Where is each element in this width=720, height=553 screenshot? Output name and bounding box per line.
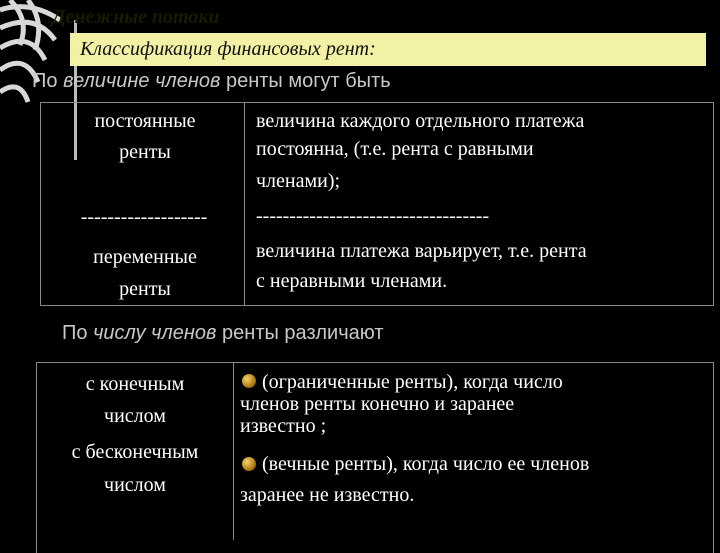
table2-left-3: с бесконечным	[71, 441, 199, 463]
table2-item2-line1: (вечные ренты), когда число ее членов	[262, 453, 590, 475]
table1-right-3: членами);	[256, 170, 341, 192]
bullet-icon	[242, 457, 256, 471]
table2-item2-line2: заранее не известно.	[240, 484, 415, 506]
table1-left-bot-1: переменные	[93, 246, 197, 268]
table2-left-4: числом	[104, 474, 166, 496]
table2-item1-line3: известно ;	[240, 415, 327, 437]
table1-right-2: постоянна, (т.е. рента с равными	[256, 138, 534, 160]
subtitle-band	[70, 33, 706, 66]
table1-left-separator: -------------------	[80, 206, 208, 228]
table2-item1-line2: членов ренты конечно и заранее	[240, 393, 515, 415]
table1-left-top-2: ренты	[119, 141, 171, 163]
table2-item1-line1: (ограниченные ренты), когда число	[262, 371, 563, 393]
section1-lead-rest: ренты могут быть	[220, 70, 391, 92]
bullet-icon	[242, 374, 256, 388]
section2-lead-italic: числу членов	[93, 322, 217, 344]
section1-lead	[32, 70, 391, 93]
table1-left-bot-2: ренты	[119, 278, 171, 300]
table2-divider	[233, 362, 234, 540]
table2-left-1: с конечным	[85, 373, 185, 395]
table1-right-1: величина каждого отдельного платежа	[256, 110, 585, 132]
section1-lead-plain: По	[32, 70, 64, 92]
section2-lead-plain: По	[62, 322, 94, 344]
table2-left-2: числом	[104, 405, 166, 427]
slide-header-title: Денежные потоки	[52, 6, 220, 28]
table1-right-5: с неравными членами.	[256, 270, 448, 292]
section1-lead-italic: величине членов	[63, 70, 221, 92]
section2-lead-rest: ренты различают	[216, 322, 384, 344]
section2-lead	[62, 322, 384, 345]
table1-right-4: величина платежа варьирует, т.е. рента	[256, 240, 587, 262]
table1-left-top-1: постоянные	[94, 110, 196, 132]
table1-divider	[244, 102, 245, 305]
subtitle-text: Классификация финансовых рент:	[80, 38, 376, 60]
table1-right-separator: -----------------------------------	[256, 205, 490, 227]
